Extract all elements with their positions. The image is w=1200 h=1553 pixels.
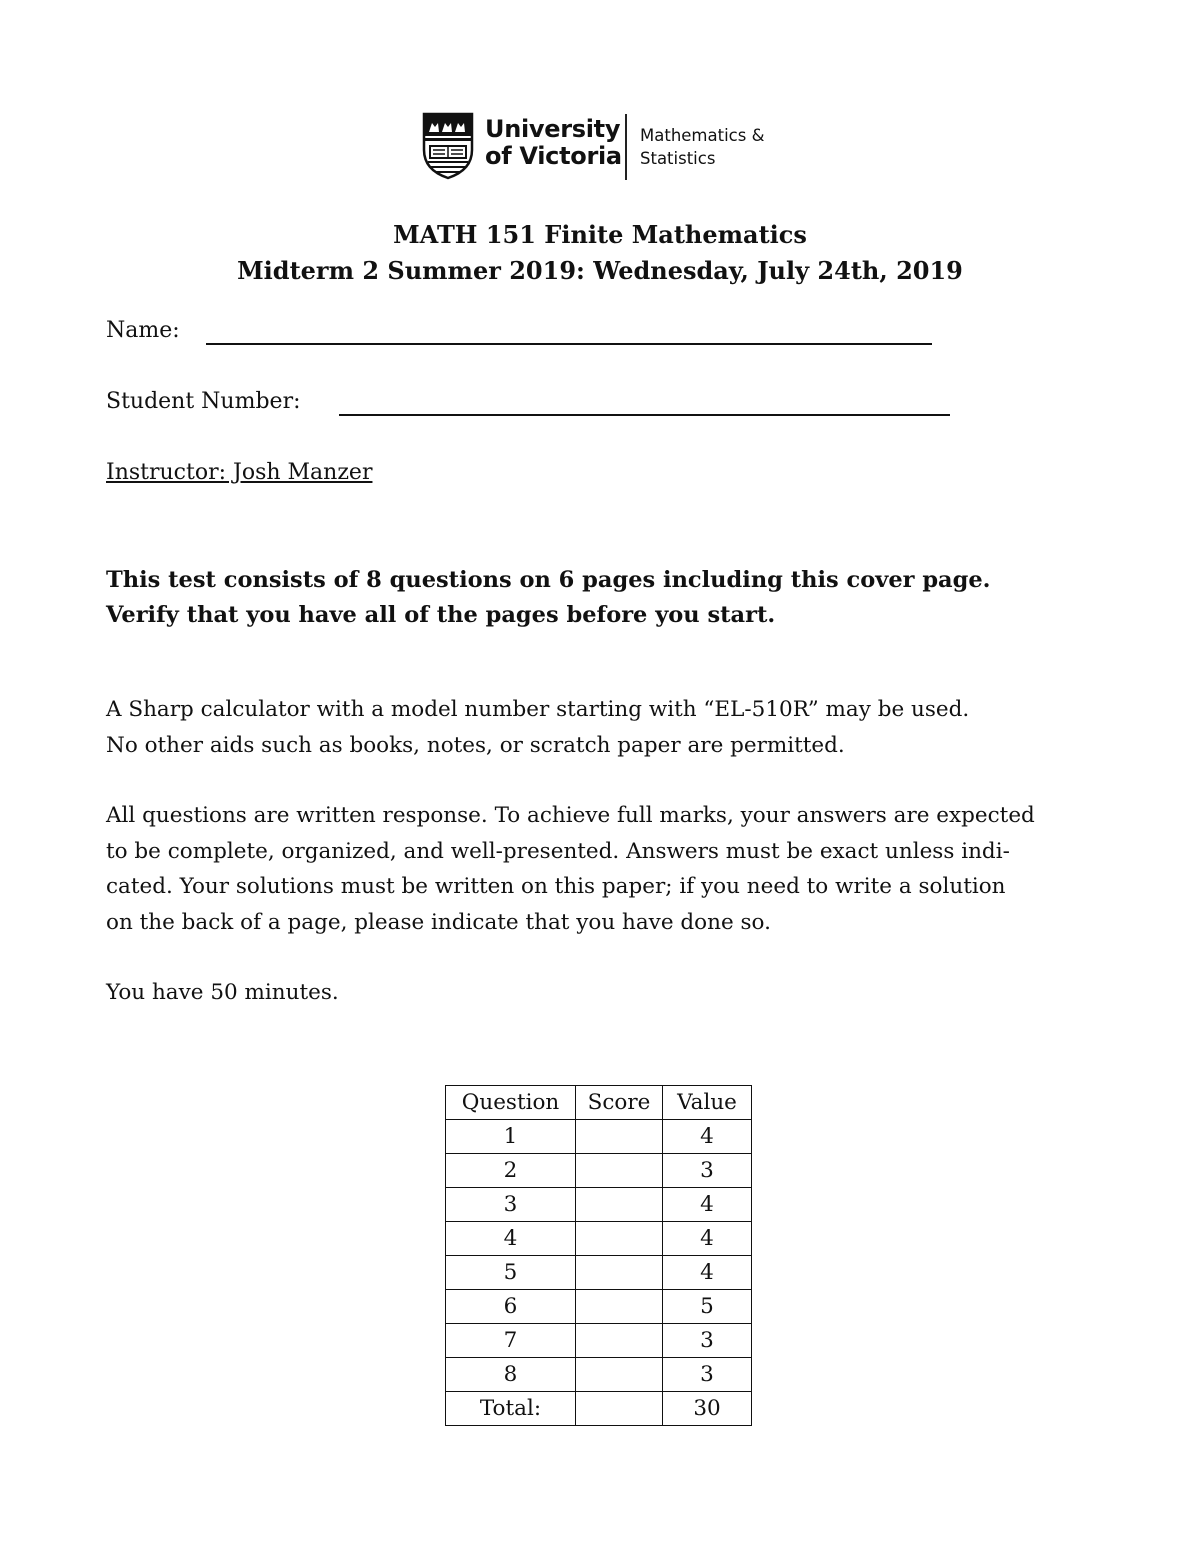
calculator-line2: No other aids such as books, notes, or scratch paper are permitted. [106, 732, 845, 758]
header-question: Question [446, 1086, 576, 1120]
name-label: Name: [106, 318, 180, 343]
table-row [446, 1324, 752, 1358]
table-row [446, 1154, 752, 1188]
university-name-line1: University [485, 115, 621, 143]
value-cell: 4 [663, 1120, 752, 1154]
instructor-label: Instructor: Josh Manzer [106, 460, 373, 485]
department-name [640, 124, 764, 170]
total-value-cell: 30 [663, 1392, 752, 1426]
table-row [446, 1358, 752, 1392]
value-cell: 5 [663, 1290, 752, 1324]
table-row [446, 1188, 752, 1222]
question-number: 6 [446, 1290, 576, 1324]
question-number: 1 [446, 1120, 576, 1154]
test-notice-line1: This test consists of 8 questions on 6 pages including this cover page. [106, 567, 991, 593]
score-table [445, 1085, 752, 1426]
instructions-line3: cated. Your solutions must be written on this paper; if you need to write a solution [106, 874, 1006, 899]
instructions-paragraph [106, 798, 1106, 940]
test-notice [106, 563, 1096, 633]
score-cell[interactable] [576, 1188, 663, 1222]
value-cell: 4 [663, 1256, 752, 1290]
score-cell[interactable] [576, 1358, 663, 1392]
value-cell: 4 [663, 1222, 752, 1256]
score-cell[interactable] [576, 1290, 663, 1324]
question-number: 2 [446, 1154, 576, 1188]
calculator-line1: A Sharp calculator with a model number starting with “EL-510R” may be used. [106, 697, 970, 722]
university-crest-icon [422, 112, 474, 180]
header-value: Value [663, 1086, 752, 1120]
calculator-paragraph [106, 692, 1106, 763]
value-cell: 3 [663, 1358, 752, 1392]
question-number: 3 [446, 1188, 576, 1222]
header-score: Score [576, 1086, 663, 1120]
university-name [485, 116, 622, 170]
instructions-line1: All questions are written response. To achieve full marks, your answers are expected [106, 803, 1035, 828]
score-cell[interactable] [576, 1324, 663, 1358]
instructions-line4: on the back of a page, please indicate that you have done so. [106, 909, 771, 935]
department-name-line2: Statistics [640, 149, 716, 168]
instructions-line2: to be complete, organized, and well-presented. Answers must be exact unless indi- [106, 838, 1010, 864]
value-cell: 3 [663, 1154, 752, 1188]
department-name-line1: Mathematics & [640, 126, 765, 145]
table-row [446, 1222, 752, 1256]
question-number: 4 [446, 1222, 576, 1256]
table-row [446, 1256, 752, 1290]
exam-title: Midterm 2 Summer 2019: Wednesday, July 24th, 2019 [237, 256, 963, 285]
total-label: Total: [446, 1392, 576, 1426]
score-cell[interactable] [576, 1256, 663, 1290]
test-notice-line2: Verify that you have all of the pages before you start. [106, 602, 776, 628]
value-cell: 3 [663, 1324, 752, 1358]
question-number: 7 [446, 1324, 576, 1358]
course-title: MATH 151 Finite Mathematics [393, 220, 807, 249]
student-number-answer-line[interactable] [339, 414, 950, 416]
logo-divider [625, 114, 627, 180]
value-cell: 4 [663, 1188, 752, 1222]
table-row [446, 1290, 752, 1324]
university-name-line2: of Victoria [485, 142, 622, 170]
score-cell[interactable] [576, 1222, 663, 1256]
time-limit-paragraph [106, 975, 1106, 1011]
time-limit-text: You have 50 minutes. [106, 980, 339, 1005]
name-answer-line[interactable] [206, 343, 932, 345]
question-number: 8 [446, 1358, 576, 1392]
total-row [446, 1392, 752, 1426]
score-cell[interactable] [576, 1154, 663, 1188]
student-number-label: Student Number: [106, 389, 301, 414]
score-table-header-row [446, 1086, 752, 1120]
table-row [446, 1120, 752, 1154]
question-number: 5 [446, 1256, 576, 1290]
total-score-cell[interactable] [576, 1392, 663, 1426]
score-cell[interactable] [576, 1120, 663, 1154]
university-logo [422, 112, 782, 184]
